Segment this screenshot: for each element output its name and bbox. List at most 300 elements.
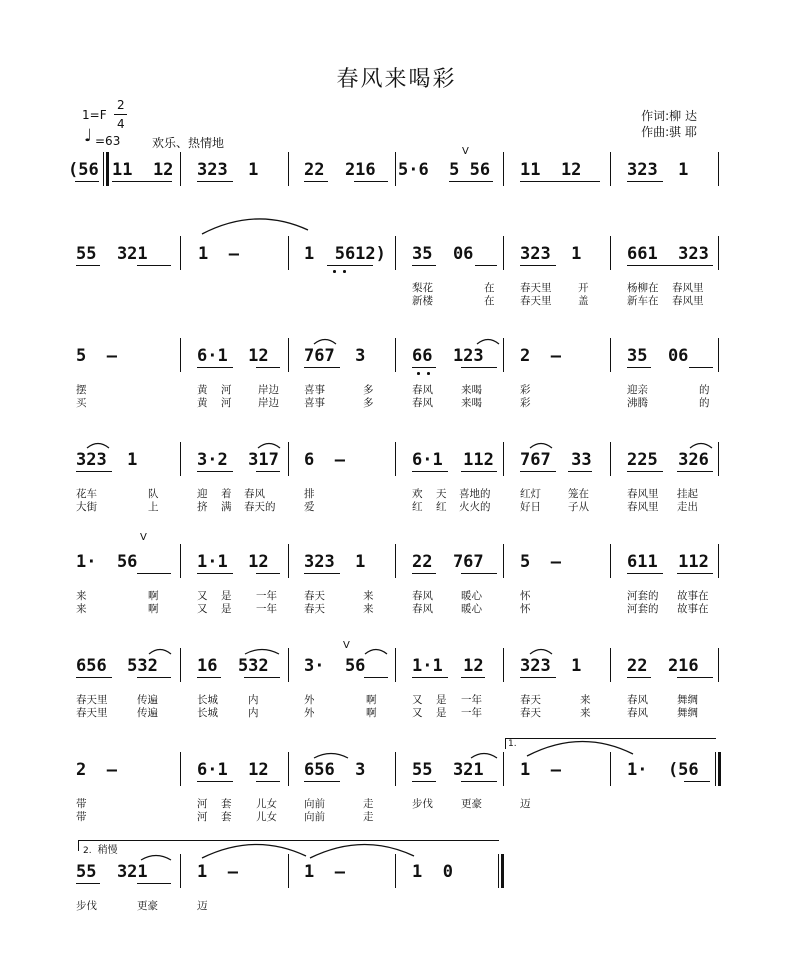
lyric: 的 [699,397,710,409]
lyric: 儿女 [256,798,277,810]
barline [180,648,181,682]
slur [244,647,280,655]
lyric: 河套的 [627,603,659,615]
lyric: 在 [484,295,495,307]
composer: 作曲:骐 耶 [641,125,697,139]
underline [137,883,171,884]
lyric: 岸边 [258,384,279,396]
lyric: 走 [363,811,374,823]
underline [627,367,651,368]
measure: 1 5612) [304,244,386,264]
measure: 1 — [304,862,345,882]
lyric: 挤 [197,501,208,513]
barline [395,152,396,186]
lyric: 是 [436,707,447,719]
barline [503,544,504,578]
lyric: 春风 [412,397,433,409]
lyric: 杨柳在 [627,282,659,294]
slur [470,751,498,759]
underline [75,181,99,182]
underline [412,265,436,266]
lyric: 红 [412,501,423,513]
lyric: 在 [484,282,495,294]
lyric: 满 [221,501,232,513]
lyric: 来 [363,603,374,615]
lyric: 啊 [366,694,377,706]
barline [395,442,396,476]
measure: 2 — [520,346,561,366]
underline [256,573,280,574]
lyric: 喜地的 [459,488,491,500]
underline [327,265,373,266]
measure: 323 1 [304,552,366,572]
barline [610,442,611,476]
lyric: 河 [221,397,232,409]
barline [288,544,289,578]
lyric: 来 [363,590,374,602]
measure: 323 1 [76,450,138,470]
measure: 323 1 [197,160,259,180]
barline [180,544,181,578]
measure: 1· (56 [627,760,699,780]
underline [304,573,340,574]
lyric: 喜事 [304,397,325,409]
measure: 661 323 [627,244,709,264]
lyric: 河 [197,798,208,810]
pickup-notes: (56 [68,160,99,180]
underline [76,883,100,884]
tempo-marking: =63 [95,134,121,148]
lyric: 迈 [520,798,531,810]
time-signature-bottom: 4 [117,117,125,131]
barline [715,752,716,786]
low-octave-dot [427,372,430,375]
barline [180,752,181,786]
lyric: 河套的 [627,590,659,602]
barline [288,648,289,682]
lyric: 黄 [197,397,208,409]
measure: 656 532 [76,656,158,676]
lyric: 步伐 [76,900,97,912]
barline [610,152,611,186]
lyric: 河 [221,384,232,396]
lyric: 春天里 [520,295,552,307]
lyric: 春风里 [627,501,659,513]
slur [529,647,553,655]
underline [256,781,280,782]
lyric: 向前 [304,798,325,810]
measure: 6·1 12 [197,346,269,366]
barline [288,338,289,372]
measure: 323 1 [520,244,582,264]
lyric: 迈 [197,900,208,912]
lyric: 沸腾 [627,397,648,409]
lyric: 多 [363,384,374,396]
measure: 5 — [520,552,561,572]
underline [627,265,713,266]
barline [718,236,719,270]
barline [395,752,396,786]
low-octave-dot [333,270,336,273]
lyric: 春风 [627,707,648,719]
lyric: 新楼 [412,295,433,307]
lyric: 彩 [520,397,531,409]
underline [197,181,233,182]
barline [180,854,181,888]
breath-mark: V [140,532,147,543]
lyric: 套 [221,811,232,823]
lyric: 一年 [461,707,482,719]
measure: 225 326 [627,450,709,470]
underline [364,677,388,678]
underline [461,781,497,782]
underline [197,573,233,574]
barline [610,338,611,372]
measure: 5 — [76,346,117,366]
barline [180,442,181,476]
slur [148,647,172,655]
lyric: 开 [578,282,589,294]
lyric: 啊 [366,707,377,719]
lyric: 春风 [627,694,648,706]
underline [520,471,556,472]
lyric: 上 [148,501,159,513]
lyric: 爱 [304,501,315,513]
lyric: 更豪 [137,900,158,912]
barline [395,236,396,270]
measure: 1 — [197,862,238,882]
lyric: 欢 [412,488,423,500]
repeat-end-barline [718,752,721,786]
lyric: 内 [248,707,259,719]
barline [103,152,104,186]
measure: 1 — [520,760,561,780]
measure: 1 0 [412,862,453,882]
lyric: 盖 [578,295,589,307]
underline [412,367,436,368]
lyric: 队 [148,488,159,500]
lyric: 是 [436,694,447,706]
lyric: 喜事 [304,384,325,396]
measure: 11 12 [520,160,582,180]
slur [257,441,281,449]
lyric: 春天里 [520,282,552,294]
lyric: 新车在 [627,295,659,307]
underline [627,471,663,472]
barline [718,152,719,186]
lyric: 来 [76,603,87,615]
lyric: 来 [580,694,591,706]
barline [610,236,611,270]
lyric: 迎 [197,488,208,500]
lyric: 着 [221,488,232,500]
lyric: 花车 [76,488,97,500]
underline [256,471,280,472]
underline [76,677,112,678]
lyric: 笼在 [568,488,589,500]
measure: 1 — [198,244,239,264]
underline [520,181,600,182]
lyric: 怀 [520,590,531,602]
slur [200,216,312,236]
lyric: 来喝 [461,397,482,409]
lyric: 故事在 [677,603,709,615]
lyric: 春天 [520,707,541,719]
barline [503,236,504,270]
lyric: 春风里 [627,488,659,500]
time-signature-bar [114,114,127,115]
underline [677,573,713,574]
lyric: 儿女 [256,811,277,823]
final-barline [501,854,504,888]
measure: 35 06 [627,346,689,366]
barline [395,338,396,372]
first-ending-label: 1. [508,739,517,749]
slur [86,441,110,449]
lyric: 红灯 [520,488,541,500]
lyric: 排 [304,488,315,500]
lyric: 走出 [677,501,698,513]
low-octave-dot [417,372,420,375]
lyric: 暖心 [461,590,482,602]
measure: 611 112 [627,552,709,572]
measure: 6·1 112 [412,450,494,470]
measure: 66 123 [412,346,484,366]
measure: 3· 56 [304,656,366,676]
underline [627,181,663,182]
underline [112,181,172,182]
lyric: 春风里 [672,295,704,307]
measure: 1·1 12 [197,552,269,572]
measure: 22 216 [304,160,376,180]
lyric: 又 [197,603,208,615]
barline [180,338,181,372]
measure: 1· 56 [76,552,138,572]
slur [308,840,418,860]
underline [568,471,592,472]
lyric: 春天 [304,603,325,615]
breath-mark: V [462,146,469,157]
lyric: 梨花 [412,282,433,294]
underline [304,367,340,368]
measure: 6·1 12 [197,760,269,780]
lyric: 又 [197,590,208,602]
measure: 3·2 317 [197,450,279,470]
underline [475,265,497,266]
underline [461,677,485,678]
underline [197,367,233,368]
barline [503,152,504,186]
lyric: 带 [76,811,87,823]
barline [503,442,504,476]
lyric: 更豪 [461,798,482,810]
lyric: 摆 [76,384,87,396]
measure: 55 321 [76,244,148,264]
lyric: 走 [363,798,374,810]
lyric: 长城 [197,694,218,706]
underline [412,573,436,574]
lyric: 多 [363,397,374,409]
underline [304,781,340,782]
underline [449,181,493,182]
lyric: 春风 [244,488,265,500]
measure: 767 33 [520,450,592,470]
lyric: 挂起 [677,488,698,500]
lyric: 买 [76,397,87,409]
barline [718,442,719,476]
lyric: 河 [197,811,208,823]
lyric: 迎亲 [627,384,648,396]
lyric: 外 [304,707,315,719]
underline [197,677,221,678]
underline [412,781,436,782]
lyric: 岸边 [258,397,279,409]
barline [395,648,396,682]
barline [288,152,289,186]
lyric: 火火的 [459,501,491,513]
lyric: 暖心 [461,603,482,615]
slur [689,441,713,449]
underline [689,367,713,368]
barline [395,544,396,578]
barline [288,752,289,786]
time-signature-top: 2 [117,98,125,112]
lyric: 春天里 [76,694,108,706]
lyric: 红 [436,501,447,513]
lyric: 一年 [256,603,277,615]
measure: 323 1 [520,656,582,676]
underline [677,471,713,472]
lyric: 好日 [520,501,541,513]
barline [610,544,611,578]
underline [76,265,100,266]
lyric: 春风 [412,384,433,396]
low-octave-dot [343,270,346,273]
lyric: 春风 [412,590,433,602]
quarter-note-icon: ♩ [84,126,93,146]
barline [503,338,504,372]
lyric: 向前 [304,811,325,823]
lyric: 是 [221,603,232,615]
barline [610,648,611,682]
underline [137,677,171,678]
lyric: 内 [248,694,259,706]
measure: 656 3 [304,760,366,780]
lyric: 彩 [520,384,531,396]
measure: 2 — [76,760,117,780]
measure: 55 321 [412,760,484,780]
lyric: 春风 [412,603,433,615]
lyric: 啊 [148,603,159,615]
slur [529,441,553,449]
repeat-start-barline [106,152,109,186]
slur [476,337,500,345]
lyric: 外 [304,694,315,706]
lyric: 子从 [568,501,589,513]
key-signature: 1=F [82,108,107,122]
underline [197,781,233,782]
underline [137,573,171,574]
underline [461,471,497,472]
lyric: 又 [412,707,423,719]
underline [256,367,280,368]
lyric: 怀 [520,603,531,615]
lyric: 故事在 [677,590,709,602]
underline [627,573,663,574]
barline [498,854,499,888]
underline [461,367,497,368]
barline [718,648,719,682]
expression-marking: 欢乐、热情地 [152,136,225,150]
underline [677,677,713,678]
tempo-slower: 稍慢 [97,845,118,856]
barline [718,338,719,372]
lyric: 长城 [197,707,218,719]
lyric: 带 [76,798,87,810]
lyric: 又 [412,694,423,706]
breath-mark: V [343,640,350,651]
measure: 35 06 [412,244,474,264]
measure: 55 321 [76,862,148,882]
lyric: 春风里 [672,282,704,294]
lyric: 来喝 [461,384,482,396]
barline [288,442,289,476]
underline [354,181,388,182]
underline [461,573,497,574]
lyric: 传遍 [137,707,158,719]
lyric: 春天的 [244,501,276,513]
barline [503,752,504,786]
lyric: 舞绸 [677,694,698,706]
measure: 5·6 5 56 [398,160,491,180]
measure: 22 216 [627,656,699,676]
second-ending-label: 2. [83,846,92,856]
lyric: 步伐 [412,798,433,810]
slur [200,840,310,860]
measure: 22 767 [412,552,484,572]
underline [684,781,710,782]
lyric: 春天 [304,590,325,602]
measure: 11 12 [112,160,174,180]
lyric: 套 [221,798,232,810]
lyric: 春天 [520,694,541,706]
underline [76,471,112,472]
underline [304,181,328,182]
underline [627,677,651,678]
lyric: 的 [699,384,710,396]
slur [140,853,172,861]
lyric: 舞绸 [677,707,698,719]
barline [718,544,719,578]
underline [520,677,556,678]
measure: 767 3 [304,346,366,366]
underline [197,471,233,472]
song-title: 春风来喝彩 [336,67,457,92]
barline [503,648,504,682]
barline [180,236,181,270]
slur [525,736,637,758]
slur [313,337,337,345]
lyric: 黄 [197,384,208,396]
measure: 1·1 12 [412,656,484,676]
slur [313,751,349,759]
lyric: 来 [76,590,87,602]
lyric: 一年 [256,590,277,602]
lyric: 天 [436,488,447,500]
lyric: 春天里 [76,707,108,719]
lyric: 传遍 [137,694,158,706]
credits [641,108,697,140]
